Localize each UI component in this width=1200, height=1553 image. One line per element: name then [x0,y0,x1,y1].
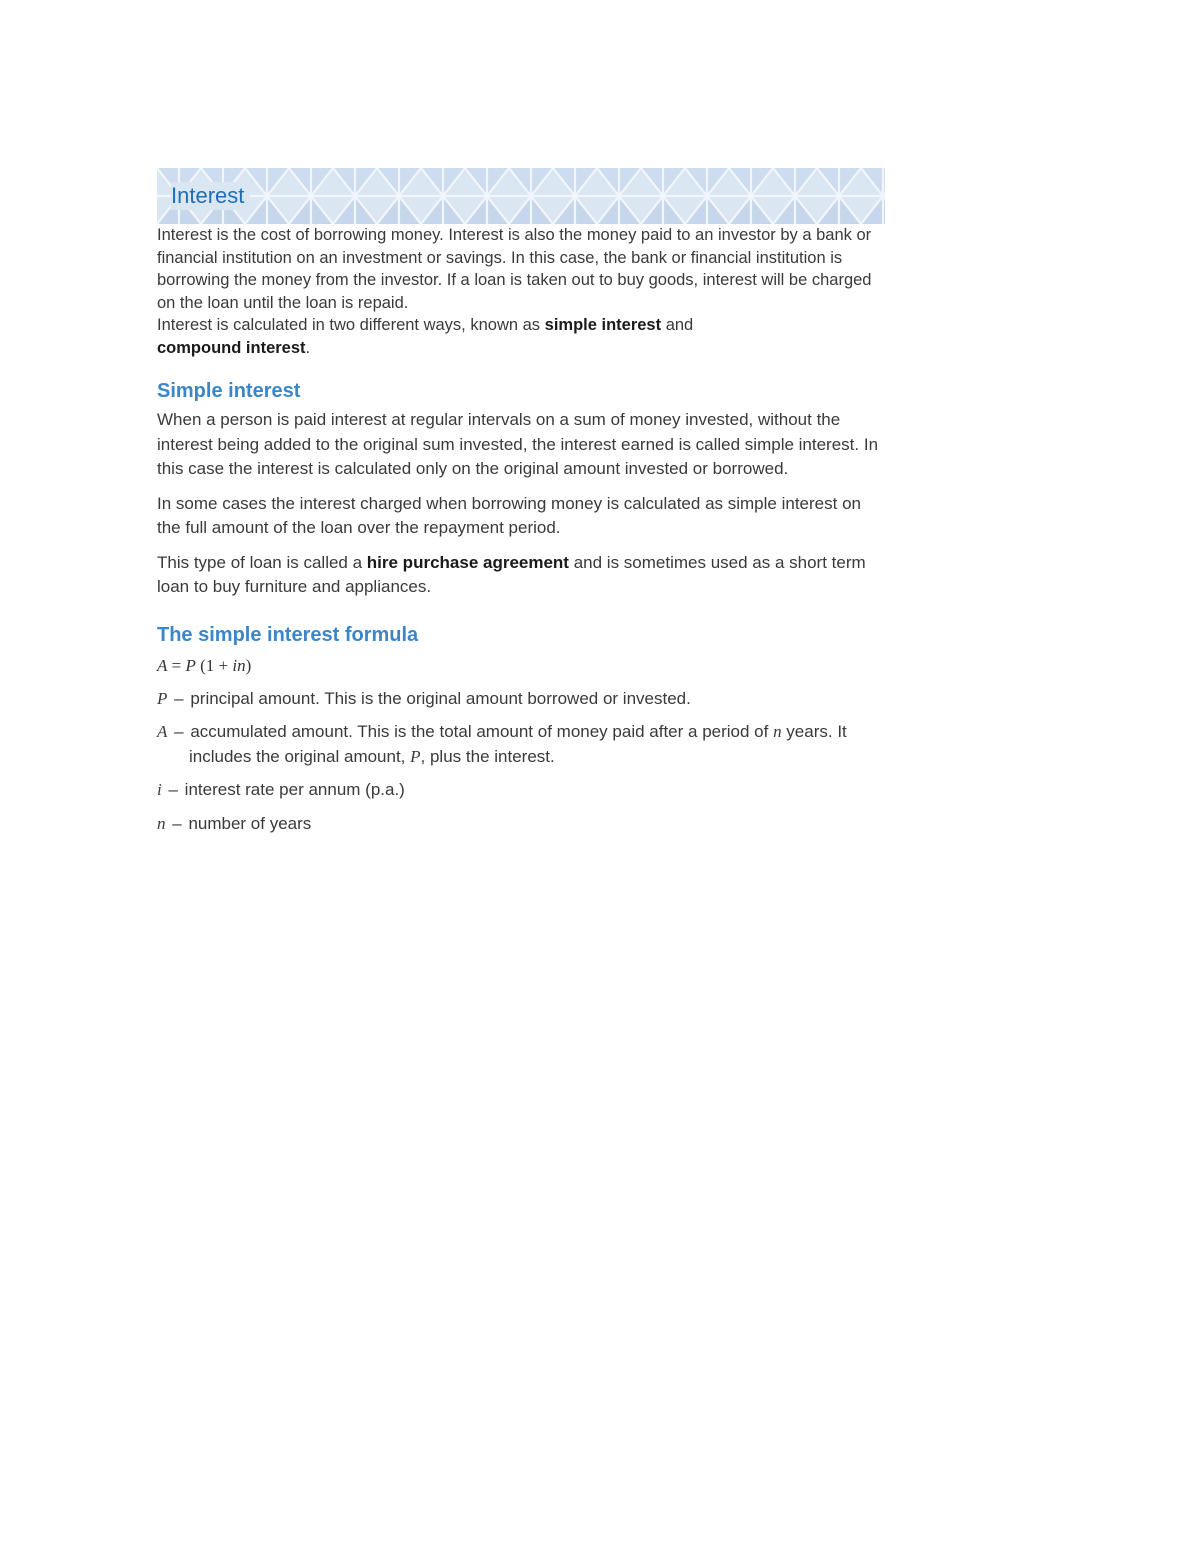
simple-interest-heading: Simple interest [157,380,301,402]
decorative-pattern [157,168,885,224]
intro-paragraph-1: Interest is the cost of borrowing money. Interest is also the money paid to an investor by a bank or financial institution on an investment or savings. In this case, the bank or financial institution is borrowing the money from the investor. If a loan is taken out to buy goods, interest will be charged on the loan until the loan is repaid. [157,226,872,312]
term-simple-interest: simple interest [544,316,662,334]
formula-open: (1 + [195,655,233,675]
intro-p2-mid: and [661,316,694,334]
formula-section [157,622,885,837]
formula-lhs: A [157,655,168,675]
simple-interest-paragraph-1: When a person is paid interest at regular intervals on a sum of money invested, without the interest being added to the original sum invested, the interest earned is called simple interest. In this case the interest is calculated only on the original amount invested or borrowed. [157,410,879,478]
simple-interest-paragraph-2: In some cases the interest charged when borrowing money is calculated as simple interest on the full amount of the loan over the repayment period. [157,493,861,537]
symbol-p-inline: P [410,746,421,766]
intro-p2-start: Interest is calculated in two different ways, known as [157,316,545,334]
formula-heading: The simple interest formula [157,623,419,646]
intro-p2-end: . [305,338,311,357]
formula-equals: = [167,655,186,675]
p3-start: This type of loan is called a [157,552,367,572]
variable-definitions [157,687,885,837]
definition-text-2: years. It includes the original amount, [189,722,847,766]
dash: – [172,813,182,833]
definition-i [157,778,885,803]
definition-a [157,720,885,769]
intro-paragraph-2 [157,314,885,359]
textbook-page [157,168,885,845]
simple-interest-paragraph-3 [157,551,885,600]
definition-text-3: , plus the interest. [420,746,555,766]
definition-text: interest rate per annum (p.a.) [184,780,405,799]
term-hire-purchase: hire purchase agreement [366,552,569,572]
simple-interest-formula [157,654,885,678]
formula-p: P [185,655,196,675]
dash: – [174,688,184,708]
definition-p [157,687,885,712]
dash: – [168,780,178,799]
section-title: Interest [171,182,250,210]
definition-text: number of years [188,813,312,833]
symbol-a: A [157,722,168,741]
definition-text: principal amount. This is the original amount borrowed or invested. [190,688,691,708]
term-compound-interest: compound interest [157,338,306,357]
dash: – [174,722,184,741]
section-banner [157,168,885,224]
symbol-n: n [157,813,166,833]
formula-close: ) [245,655,252,675]
formula-in: in [232,655,246,675]
symbol-p: P [157,688,168,708]
definition-text: accumulated amount. This is the total amount of money paid after a period of [190,722,774,741]
p3-end: and is sometimes used as a short term loan to buy furniture and appliances. [157,552,866,596]
symbol-i: i [157,780,162,799]
definition-n [157,812,885,837]
symbol-n-inline: n [773,722,782,741]
simple-interest-section [157,378,885,600]
